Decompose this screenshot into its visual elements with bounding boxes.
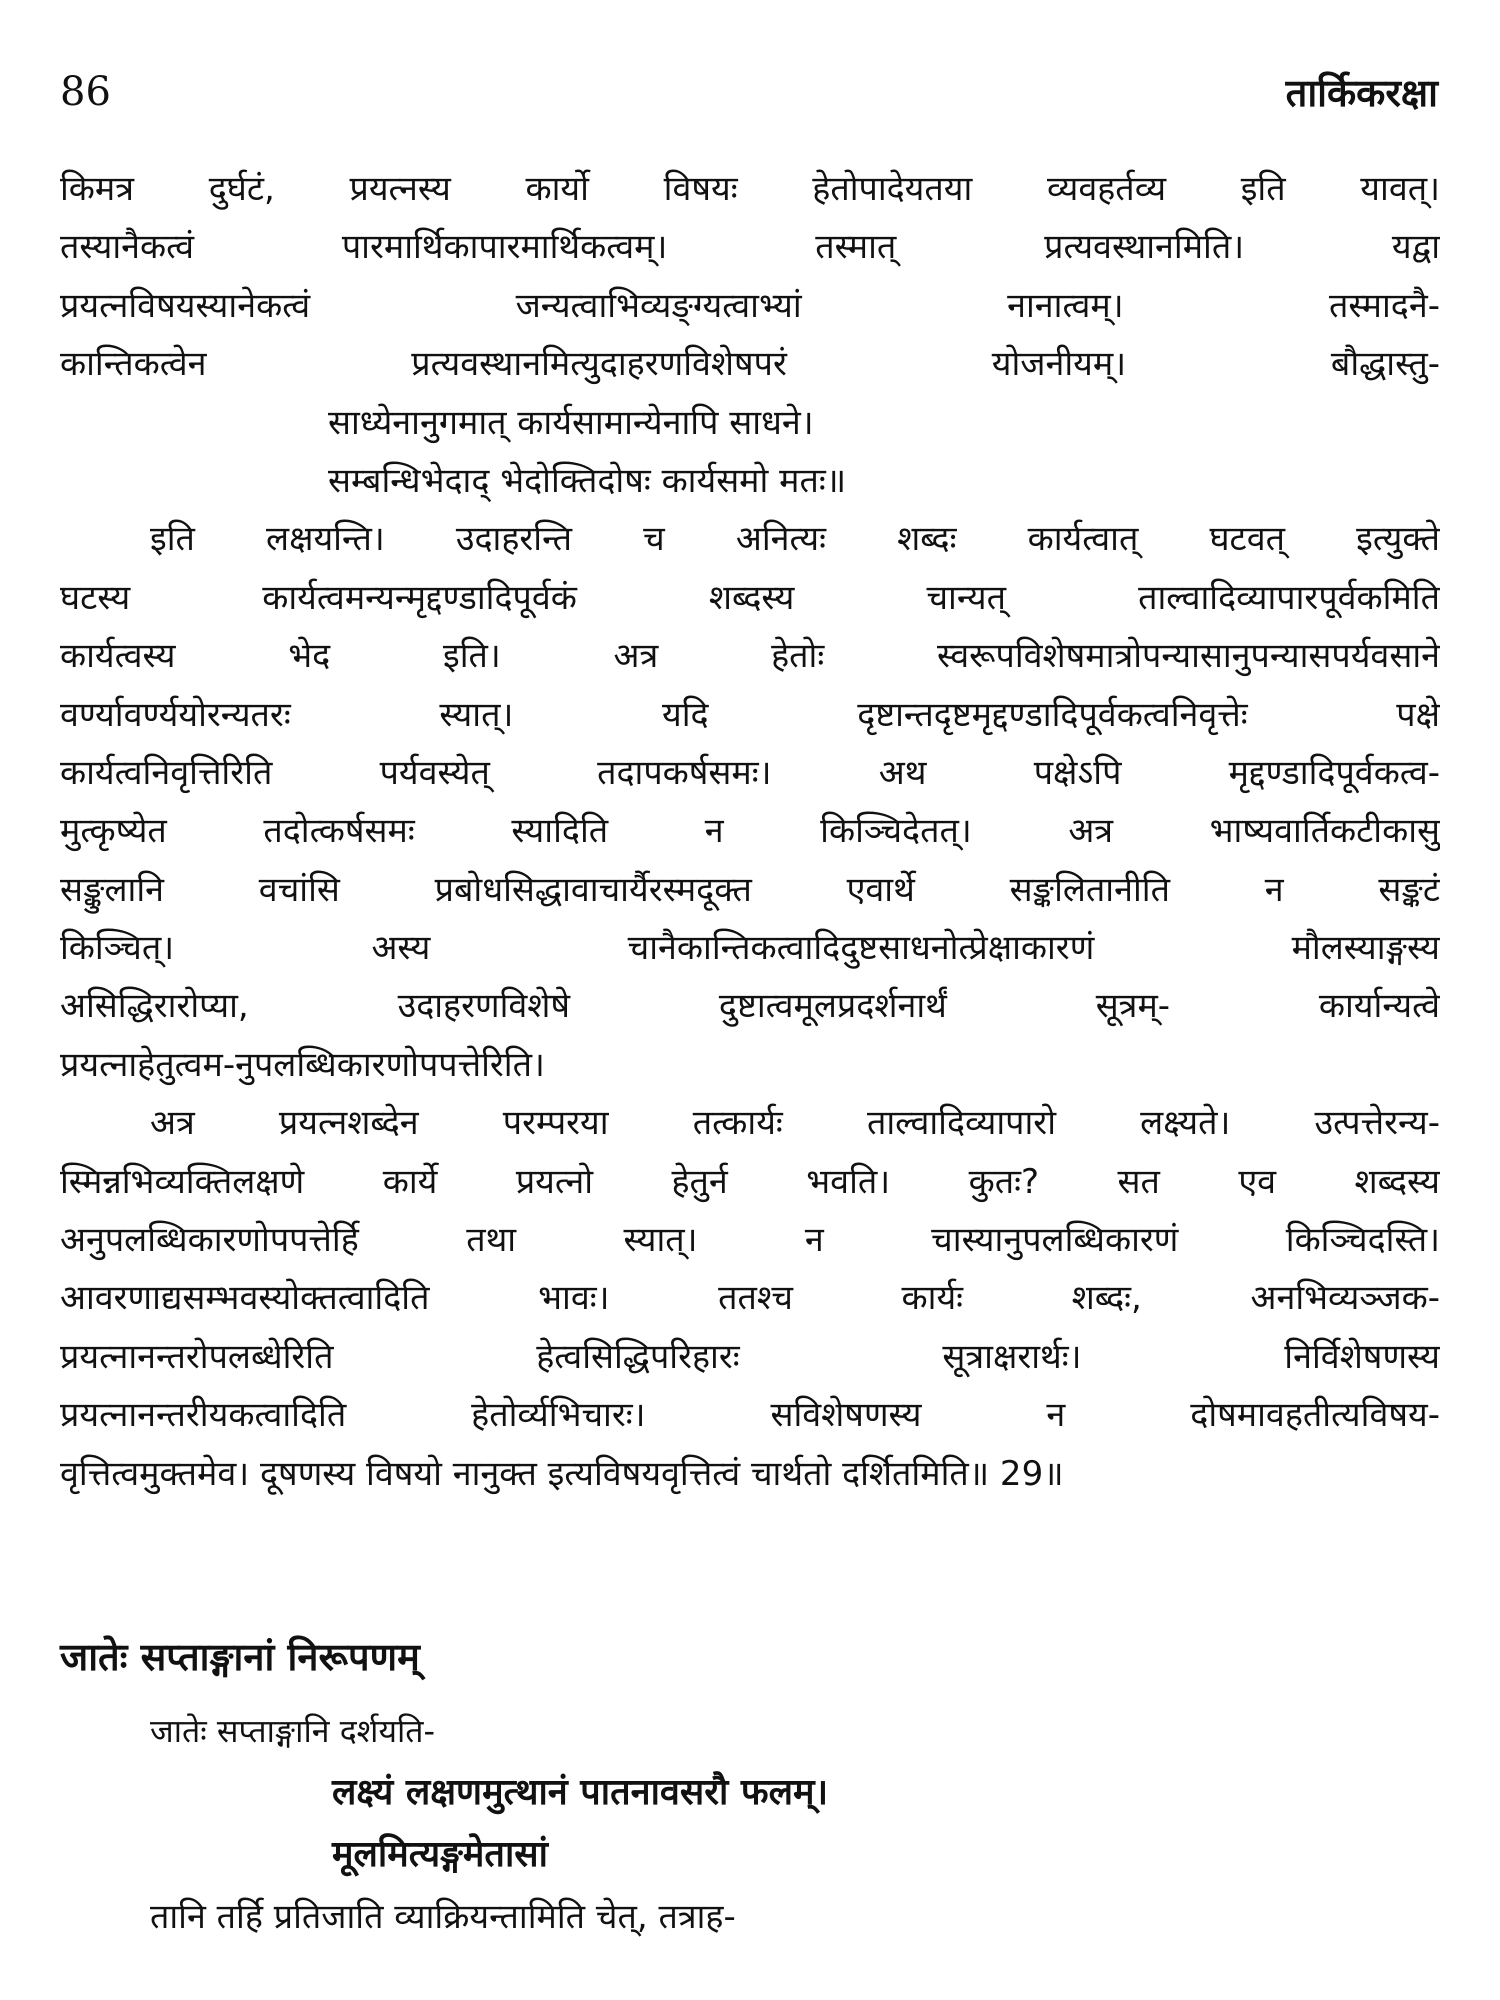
- paragraph-first-line: इति लक्षयन्ति। उदाहरन्ति च अनित्यः शब्दः कार्यत्वात् घटवत् इत्युक्ते: [150, 519, 1440, 560]
- section-intro: जातेः सप्ताङ्गानि दर्शयति-: [150, 1712, 436, 1750]
- text-line: सङ्कुलानि वचांसि प्रबोधसिद्धावाचार्यैरस्मदूक्त एवार्थे सङ्कलितानीति न सङ्कटं: [60, 869, 1440, 910]
- text-line: किञ्चित्। अस्य चानैकान्तिकत्वादिदुष्टसाधनोत्प्रेक्षाकारणं मौलस्याङ्गस्य: [60, 928, 1440, 969]
- section-heading: जातेः सप्ताङ्गानां निरूपणम्: [60, 1635, 420, 1679]
- text-line: अनुपलब्धिकारणोपपत्तेर्हि तथा स्यात्। न चास्यानुपलब्धिकारणं किञ्चिदस्ति।: [60, 1220, 1440, 1261]
- text-line: प्रयत्नानन्तरोपलब्धेरिति हेत्वसिद्धिपरिहारः सूत्राक्षरार्थः। निर्विशेषणस्य: [60, 1336, 1440, 1377]
- text-line: स्मिन्नभिव्यक्तिलक्षणे कार्ये प्रयत्नो हेतुर्न भवति। कुतः? सत एव शब्दस्य: [60, 1161, 1440, 1202]
- running-title: तार्किकरक्षा: [1285, 71, 1438, 115]
- text-line: प्रयत्नाहेतुत्वम-नुपलब्धिकारणोपपत्तेरिति।: [60, 1044, 545, 1085]
- verse-line: साध्येनानुगमात् कार्यसामान्येनापि साधने।: [328, 402, 814, 443]
- text-line: प्रयत्नविषयस्यानेकत्वं जन्यत्वाभिव्यङ्ग्यत्वाभ्यां नानात्वम्। तस्मादनै-: [60, 285, 1440, 326]
- text-line: किमत्र दुर्घटं, प्रयत्नस्य कार्यो विषयः हेतोपादेयतया व्यवहर्तव्य इति यावत्।: [60, 169, 1440, 209]
- verse-line: सम्बन्धिभेदाद् भेदोक्तिदोषः कार्यसमो मतः॥: [328, 460, 847, 501]
- page-number: 86: [60, 69, 111, 115]
- text-line: कान्तिकत्वेन प्रत्यवस्थानमित्युदाहरणविशेषपरं योजनीयम्। बौद्धास्तु-: [60, 344, 1440, 385]
- text-line: मुत्कृष्येत तदोत्कर्षसमः स्यादिति न किञ्चिदेतत्। अत्र भाष्यवार्तिकटीकासु: [60, 811, 1440, 852]
- closing-line: तानि तर्हि प्रतिजाति व्याक्रियन्तामिति चेत्, तत्राह-: [150, 1897, 736, 1937]
- section: [60, 1622, 1440, 1948]
- text-line: असिद्धिरारोप्या, उदाहरणविशेषे दुष्टात्वमूलप्रदर्शनार्थं सूत्रम्- कार्यान्यत्वे: [60, 986, 1440, 1027]
- karika-line: मूलमित्यङ्गमेतासां: [332, 1834, 548, 1875]
- commentary-text: [60, 160, 1440, 1503]
- text-line: कार्यत्वस्य भेद इति। अत्र हेतोः स्वरूपविशेषमात्रोपन्यासानुपन्यासपर्यवसाने: [60, 636, 1440, 677]
- paragraph-first-line: अत्र प्रयत्नशब्देन परम्परया तत्कार्यः ताल्वादिव्यापारो लक्ष्यते। उत्पत्तेरन्य-: [150, 1103, 1440, 1144]
- text-line: वर्ण्यावर्ण्ययोरन्यतरः स्यात्। यदि दृष्टान्तदृष्टमृद्दण्डादिपूर्वकत्वनिवृत्तेः पक्षे: [60, 694, 1440, 735]
- text-line: आवरणाद्यसम्भवस्योक्तत्वादिति भावः। ततश्च कार्यः शब्दः, अनभिव्यञ्जक-: [60, 1278, 1440, 1319]
- text-line: घटस्य कार्यत्वमन्यन्मृद्दण्डादिपूर्वकं शब्दस्य चान्यत् ताल्वादिव्यापारपूर्वकमिति: [60, 577, 1440, 618]
- text-line: कार्यत्वनिवृत्तिरिति पर्यवस्येत् तदापकर्षसमः। अथ पक्षेऽपि मृद्दण्डादिपूर्वकत्व-: [60, 752, 1440, 793]
- text-line: तस्यानैकत्वं पारमार्थिकापारमार्थिकत्वम्। तस्मात् प्रत्यवस्थानमिति। यद्वा: [60, 227, 1440, 268]
- karika-line: लक्ष्यं लक्षणमुत्थानं पातनावसरौ फलम्।: [332, 1772, 829, 1813]
- text-line: प्रयत्नानन्तरीयकत्वादिति हेतोर्व्यभिचारः। सविशेषणस्य न दोषमावहतीत्यविषय-: [60, 1395, 1440, 1436]
- page-header: [60, 62, 1438, 122]
- text-line: वृत्तित्वमुक्तमेव। दूषणस्य विषयो नानुक्त इत्यविषयवृत्तित्वं चार्थतो दर्शितमिति॥ 29॥: [60, 1453, 1064, 1494]
